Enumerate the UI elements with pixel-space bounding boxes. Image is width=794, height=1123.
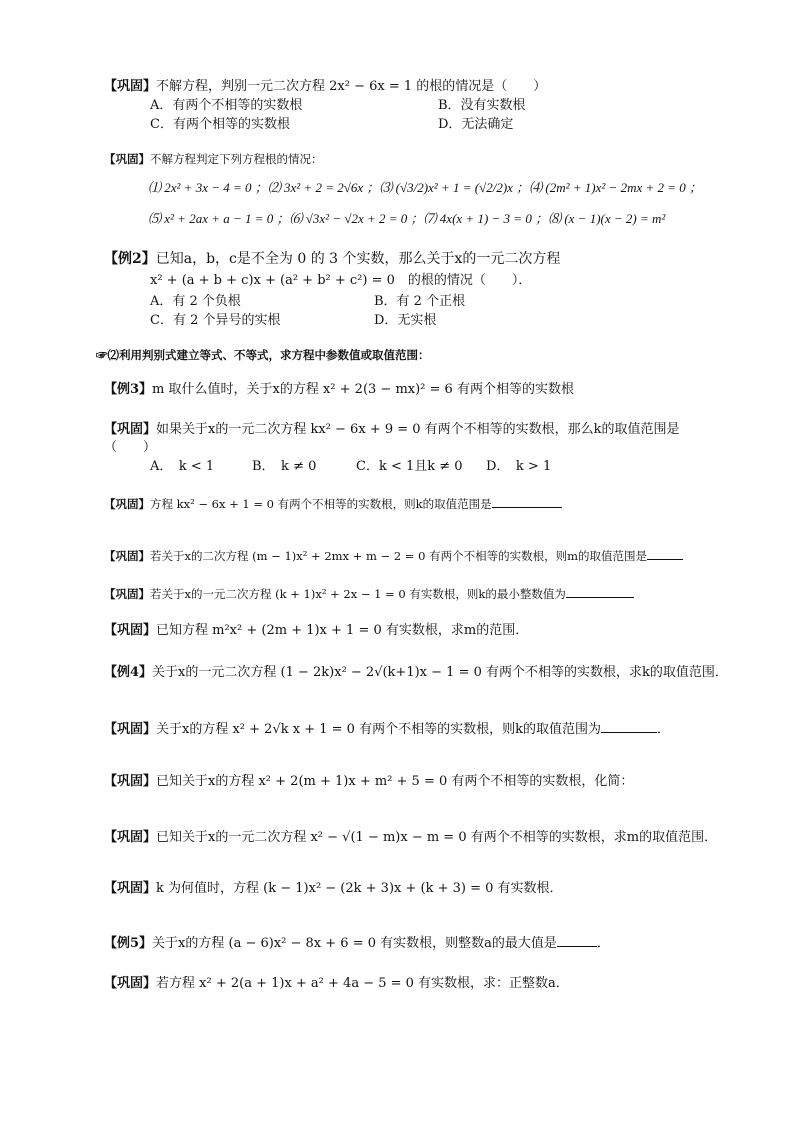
question-9: [104, 773, 633, 791]
answer-blank[interactable]: [647, 547, 683, 560]
example-3: [104, 381, 574, 399]
example-tag: 【例3】: [104, 382, 153, 397]
option-a: A．有 2 个负根: [150, 294, 241, 309]
question-5: [104, 547, 683, 565]
question-tag: 【巩固】: [104, 587, 150, 601]
question-10: [104, 829, 717, 847]
question-text: 若关于x的二次方程 (m − 1)x² + 2mx + m − 2 = 0 有两个不相等的实数根，则m的取值范围是: [150, 549, 647, 563]
option-c: C．有 2 个异号的实根: [150, 313, 281, 328]
example-2: [104, 250, 560, 268]
example-end: ．: [596, 936, 610, 951]
question-tag: 【巩固】: [104, 623, 157, 638]
equation-row-2: ⑸ x² + 2ax + a − 1 = 0 ；⑹ √3x² − √2x + 2 = 0 ；⑺ 4x(x + 1) − 3 = 0 ；⑻ (x − 1)(x − 2) = m²: [148, 211, 666, 226]
option-c: C．k < 1且k ≠ 0: [356, 459, 463, 474]
option-b: B．没有实数根: [438, 98, 526, 113]
question-11: [104, 880, 563, 898]
question-tag: 【巩固】: [104, 881, 157, 896]
example-tag: 【例2】: [104, 251, 156, 267]
option-d: D．无法确定: [438, 117, 514, 132]
question-tag: 【巩固】: [104, 152, 150, 166]
example-4: [104, 664, 728, 682]
answer-blank[interactable]: [492, 495, 562, 508]
question-tag: 【巩固】: [104, 422, 157, 437]
option-d: D．无实根: [374, 313, 437, 328]
equation-row-1: ⑴ 2x² + 3x − 4 = 0 ；⑵ 3x² + 2 = 2√6x ；⑶ (√3/2)x² + 1 = (√2/2)x ；⑷ (2m² + 1)x² − 2mx + 2 = 0 ；: [148, 180, 703, 195]
question-1: [104, 78, 546, 96]
example-text: m 取什么值时，关于x的方程 x² + 2(3 − mx)² = 6 有两个相等的实数根: [152, 382, 574, 397]
question-text: 如果关于x的一元二次方程 kx² − 6x + 9 = 0 有两个不相等的实数根，那么k的取值范围是: [156, 422, 680, 437]
question-text: k 为何值时，方程 (k − 1)x² − (2k + 3)x + (k + 3) = 0 有实数根．: [156, 881, 563, 896]
answer-blank[interactable]: [557, 934, 597, 947]
question-text: 关于x的方程 x² + 2√k x + 1 = 0 有两个不相等的实数根，则k的取值范围为: [156, 722, 601, 737]
question-tag: 【巩固】: [104, 497, 150, 511]
question-tag: 【巩固】: [104, 722, 157, 737]
answer-blank[interactable]: [566, 585, 634, 598]
option-c: C．有两个相等的实数根: [150, 117, 290, 132]
question-tag: 【巩固】: [104, 549, 150, 563]
question-text: 已知关于x的方程 x² + 2(m + 1)x + m² + 5 = 0 有两个不相等的实数根，化简：: [156, 774, 634, 789]
example-text: 关于x的方程 (a − 6)x² − 8x + 6 = 0 有实数根，则整数a的最大值是: [152, 936, 557, 951]
question-4: [104, 495, 562, 513]
option-d: D． k > 1: [486, 459, 552, 474]
example-tag: 【例4】: [104, 665, 153, 680]
answer-blank[interactable]: [601, 720, 657, 733]
question-text: 若方程 x² + 2(a + 1)x + a² + 4a − 5 = 0 有实数根，求：正整数a．: [156, 976, 569, 991]
question-2: [104, 150, 323, 168]
example-text: 关于x的一元二次方程 (1 − 2k)x² − 2√(k+1)x − 1 = 0 有两个不相等的实数根，求k的取值范围．: [152, 665, 728, 680]
question-12: [104, 975, 569, 993]
question-3-cont: （ ）: [104, 440, 157, 455]
question-6: [104, 585, 634, 603]
question-3: [104, 421, 680, 439]
question-text: 已知关于x的一元二次方程 x² − √(1 − m)x − m = 0 有两个不相等的实数根，求m的取值范围．: [156, 830, 718, 845]
example-2-equation: x² + (a + b + c)x + (a² + b² + c²) = 0 的根的情况（ ）．: [150, 273, 532, 288]
example-5: [104, 934, 610, 953]
question-text: 不解方程判定下列方程根的情况：: [150, 152, 323, 166]
option-a: A． k < 1: [150, 459, 215, 474]
question-7: [104, 622, 528, 640]
example-tag: 【例5】: [104, 936, 153, 951]
option-b: B．有 2 个正根: [374, 294, 466, 309]
question-8: [104, 720, 670, 739]
question-end: ．: [656, 722, 670, 737]
question-text: 已知方程 m²x² + (2m + 1)x + 1 = 0 有实数根，求m的范围．: [156, 623, 529, 638]
option-b: B． k ≠ 0: [252, 459, 317, 474]
option-a: A．有两个不相等的实数根: [150, 98, 303, 113]
question-text: 不解方程，判别一元二次方程 2x² − 6x = 1 的根的情况是（ ）: [156, 79, 547, 94]
question-tag: 【巩固】: [104, 830, 157, 845]
question-tag: 【巩固】: [104, 79, 157, 94]
example-text: 已知a，b，c是不全为 0 的 3 个实数，那么关于x的一元二次方程: [155, 251, 561, 267]
question-tag: 【巩固】: [104, 976, 157, 991]
question-tag: 【巩固】: [104, 774, 157, 789]
section-heading: ☞⑵利用判别式建立等式、不等式，求方程中参数值或取值范围：: [96, 348, 430, 362]
question-text: 若关于x的一元二次方程 (k + 1)x² + 2x − 1 = 0 有实数根，则k的最小整数值为: [150, 587, 566, 601]
question-text: 方程 kx² − 6x + 1 = 0 有两个不相等的实数根，则k的取值范围是: [150, 497, 492, 511]
